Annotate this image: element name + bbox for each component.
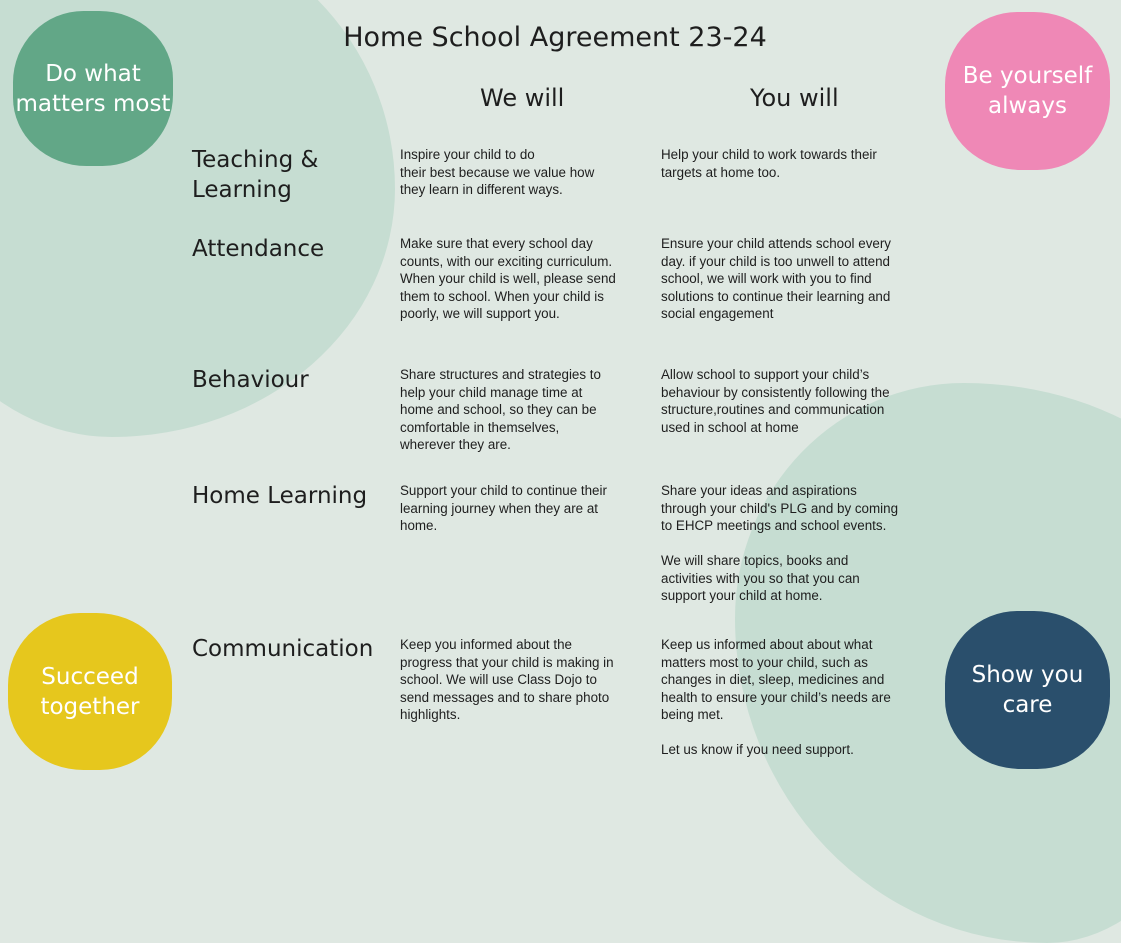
row-label-home-learning: Home Learning [192,483,368,509]
page-title: Home School Agreement 23-24 [343,22,767,53]
cell-you-teaching-learning: Help your child to work towards their targets at home too. [661,147,877,180]
column-header-we-will: We will [480,84,565,112]
cell-you-behaviour: Allow school to support your child’s behaviour by consistently following the structure,routines and communication used in school at home [661,367,890,435]
badge-show-you-care [945,611,1110,769]
cell-you-communication: Keep us informed about about what matters most to your child, such as changes in diet, sleep, medicines and health to ensure your child’s needs are being met. Let us know if you need support. [661,637,891,757]
row-label-attendance: Attendance [192,236,325,262]
cell-we-attendance: Make sure that every school day counts, with our exciting curriculum. When your child is well, please send them to school. When your child is poorly, we will support you. [400,236,616,321]
column-header-you-will: You will [750,84,839,112]
badge-text: Succeed together [40,663,140,720]
row-label-teaching-learning: Teaching & Learning [192,147,319,203]
badge-text: Do what matters most [15,60,171,117]
badge-text: Show you care [971,662,1084,718]
badge-be-yourself-always [945,12,1110,170]
cell-we-communication: Keep you informed about the progress that your child is making in school. We will use Class Dojo to send messages and to share photo highlights. [400,637,614,722]
cell-you-attendance: Ensure your child attends school every day. if your child is too unwell to attend school, we will work with you to find solutions to continue their learning and social engagement [661,236,891,321]
cell-we-home-learning: Support your child to continue their learning journey when they are at home. [400,483,607,533]
badge-text: Be yourself always [962,63,1093,119]
cell-we-teaching-learning: Inspire your child to do their best because we value how they learn in different ways. [400,147,595,197]
cell-we-behaviour: Share structures and strategies to help your child manage time at home and school, so they can be comfortable in themselves, wherever they are. [400,367,601,452]
badge-succeed-together [8,613,172,770]
row-label-behaviour: Behaviour [192,367,309,393]
cell-you-home-learning: Share your ideas and aspirations through your child's PLG and by coming to EHCP meetings and school events. We will share topics, books and activities with you so that you can support your child at home. [661,483,899,603]
badge-do-what-matters-most [13,11,173,166]
row-label-communication: Communication [192,636,374,662]
